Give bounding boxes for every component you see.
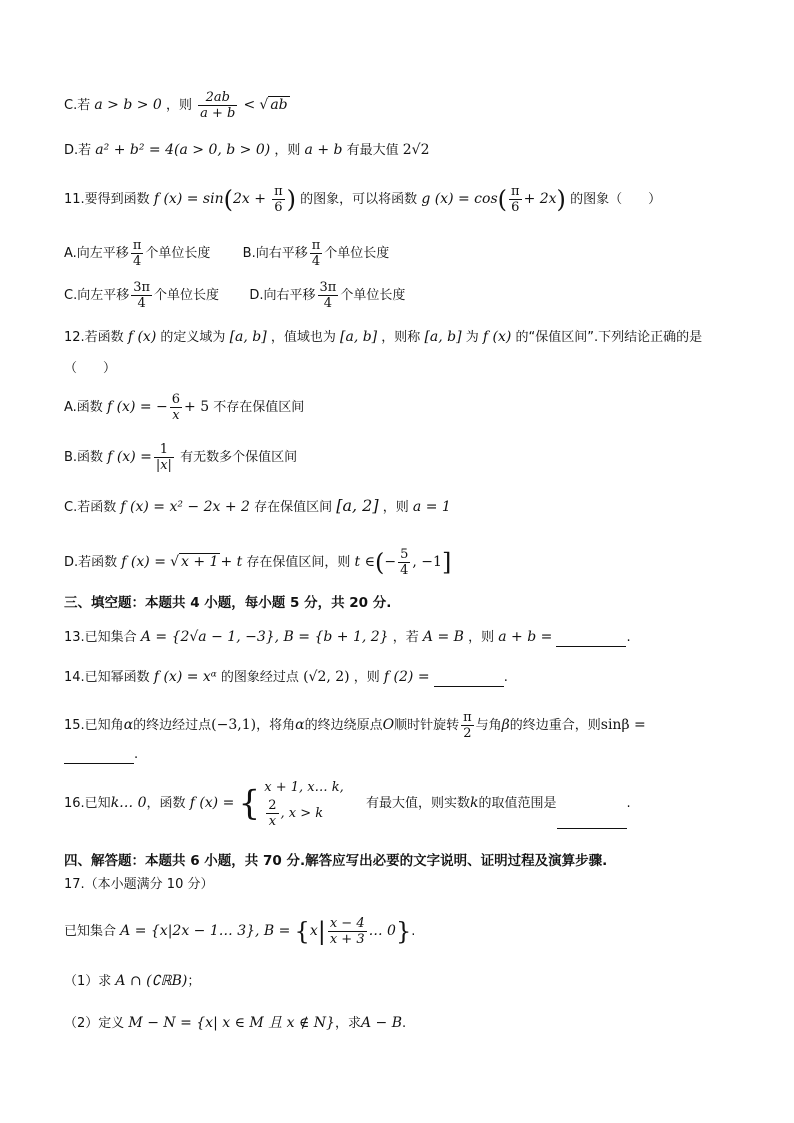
math: A = {x|2x − 1… 3} <box>120 923 256 939</box>
label: C.若 <box>64 98 91 113</box>
math: (√2, 2) <box>303 669 350 685</box>
math: f (x) <box>127 329 157 345</box>
math: , −1 <box>412 554 442 570</box>
text: . <box>134 747 139 762</box>
math: k… 0 <box>110 795 147 811</box>
math: t ∈ <box>354 554 375 570</box>
label: A.函数 <box>64 400 103 415</box>
label: B.函数 <box>64 450 104 465</box>
section-3-heading: 三、填空题：本题共 4 小题，每小题 5 分，共 20 分. <box>64 595 392 611</box>
text: 个单位长度 <box>324 246 390 261</box>
math: [a, b] <box>424 329 462 345</box>
q15-blank-line <box>64 746 138 764</box>
math: a + b <box>304 142 343 158</box>
math: (−3,1) <box>211 717 257 733</box>
q17-part-2 <box>64 1014 406 1033</box>
text: ，则 <box>468 630 495 645</box>
q12-paren <box>64 360 116 378</box>
answer-blank[interactable] <box>434 672 504 687</box>
math: f (x) = sin <box>153 191 224 207</box>
text: ，求 <box>334 1016 361 1031</box>
q17-part-1 <box>64 972 200 991</box>
text: 的终边重合，则 <box>509 718 601 733</box>
text: . <box>402 1016 407 1031</box>
text: ，将角 <box>256 718 296 733</box>
fraction: $\frac{\pi}{6}$ <box>274 184 283 215</box>
math: f (x) <box>482 329 512 345</box>
math: < <box>243 97 256 113</box>
math: k <box>470 795 479 811</box>
math: + 2x <box>523 191 557 207</box>
fraction: $\frac{\pi}{4}$ <box>132 238 142 269</box>
text: ，则 <box>274 143 301 158</box>
text: 的终边绕原点 <box>304 718 383 733</box>
text: ，则称 <box>381 330 421 345</box>
fraction: $\frac{2ab}{a + b}$ <box>200 90 236 121</box>
math: … 0 <box>368 923 396 939</box>
label: C.向左平移 <box>64 288 130 303</box>
fraction: $\frac{x - 4}{x + 3}$ <box>329 916 365 947</box>
math: f (2) = <box>383 669 430 685</box>
section-4-heading: 四、解答题：本题共 6 小题，共 70 分.解答应写出必要的文字说明、证明过程及演算步骤. <box>64 853 608 869</box>
text: 存在保值区间，则 <box>246 555 351 570</box>
text: ； <box>187 974 201 989</box>
math: + t <box>220 554 243 570</box>
text: 不存在保值区间 <box>213 400 305 415</box>
math: 2√2 <box>402 142 430 158</box>
fraction: $\frac{1}{|x|}$ <box>155 442 172 473</box>
text: 12.若函数 <box>64 330 124 345</box>
q13 <box>64 628 631 647</box>
text: 14.已知幂函数 <box>64 670 150 685</box>
q12-option-c <box>64 497 451 517</box>
q17-stem: 已知集合 A = {x|2x − 1… 3}, B = {x| $\frac{x - 4}{x + 3}$ … 0}. <box>64 916 416 947</box>
text: 个单位长度 <box>145 246 211 261</box>
math: a > b > 0 <box>94 97 162 113</box>
text: ，则 <box>165 98 192 113</box>
fraction: $\frac{5}{4}$ <box>400 547 409 578</box>
math: α <box>123 717 134 733</box>
math: A = {2√a − 1, −3} <box>140 629 275 645</box>
math: O <box>382 717 395 733</box>
q10-option-d <box>64 141 430 160</box>
fraction: $\frac{\pi}{4}$ <box>311 238 321 269</box>
math: a + b = <box>498 629 553 645</box>
math: [a, b] <box>340 329 378 345</box>
text: 的图象，可以将函数 <box>300 192 418 207</box>
fraction: $\frac{6}{x}$ <box>171 392 181 423</box>
text: 的取值范围是 <box>478 796 557 811</box>
answer-blank[interactable] <box>64 749 134 764</box>
answer-blank[interactable] <box>557 814 627 829</box>
math: f (x) = x² − 2x + 2 <box>120 499 250 515</box>
math: a² + b² = 4(a > 0, b > 0) <box>95 142 271 158</box>
math: A − B <box>360 1015 402 1031</box>
fraction: $\frac{3\pi}{4}$ <box>319 280 337 311</box>
text: 个单位长度 <box>340 288 406 303</box>
q15 <box>64 710 646 741</box>
label: B.向右平移 <box>242 246 308 261</box>
q14 <box>64 668 508 687</box>
text: ，则 <box>382 500 409 515</box>
answer-blank: （ ） <box>64 361 117 376</box>
q16: 16.已知k… 0，函数 f (x) = { x + 1, x… k, $\frac{2}{x}$ , x > k 有最大值，则实数k的取值范围是 . <box>64 780 631 829</box>
math: [a, 2] <box>336 496 379 515</box>
label: C.若函数 <box>64 500 117 515</box>
math: , B = {b + 1, 2} <box>274 629 389 645</box>
q12-option-b <box>64 442 297 473</box>
text: . <box>626 630 631 645</box>
math: g (x) = cos <box>421 191 498 207</box>
math: 2x + <box>232 191 266 207</box>
math: sinβ = <box>600 717 646 733</box>
text: . <box>503 670 508 685</box>
piecewise <box>264 778 344 829</box>
text: 已知集合 <box>64 924 117 939</box>
text: 的定义域为 <box>160 330 226 345</box>
text: 16.已知 <box>64 796 111 811</box>
q11-stem: 11.要得到函数 f (x) = sin(2x + $\frac{\pi}{6}$ ) 的图象，可以将函数 g (x) = cos( $\frac{\pi}{6}$ + 2x) 的图象（ ） <box>64 184 662 215</box>
label: A.向左平移 <box>64 246 129 261</box>
text: 为 <box>465 330 479 345</box>
text: 13.已知集合 <box>64 630 137 645</box>
math: x <box>309 923 318 939</box>
math: M − N = {x| x ∈ M 且 x ∉ N} <box>128 1015 335 1031</box>
math: [a, b] <box>229 329 267 345</box>
q11-options-ab <box>64 238 389 269</box>
text: 的图象（ ） <box>570 192 662 207</box>
text: . <box>411 924 416 939</box>
math: α <box>295 717 305 733</box>
answer-blank[interactable] <box>556 632 626 647</box>
q12-option-d: D.若函数 f (x) = √ x + 1 + t 存在保值区间，则 t ∈(− $\frac{5}{4}$ , −1] <box>64 547 452 578</box>
math: f (x) = <box>121 554 166 570</box>
math: + 5 <box>184 399 210 415</box>
label: （1）求 <box>64 974 112 989</box>
text: ，值域也为 <box>270 330 336 345</box>
label: D.若 <box>64 143 92 158</box>
q11-options-cd <box>64 280 405 311</box>
q12-option-a <box>64 392 304 423</box>
text: 的图象经过点 <box>220 670 299 685</box>
math: A = B <box>422 629 464 645</box>
label: D.若函数 <box>64 555 118 570</box>
sqrt: √ ab <box>259 97 288 113</box>
q12-stem <box>64 328 702 347</box>
text: 有最大值，则实数 <box>366 796 471 811</box>
fraction: $\frac{3\pi}{4}$ <box>133 280 151 311</box>
sqrt: √ x + 1 <box>170 554 219 570</box>
fraction: $\frac{2}{x}$ <box>268 798 277 829</box>
piece-row: x + 1, x… k, <box>264 780 344 795</box>
q17-title: 17.（本小题满分 10 分） <box>64 877 214 892</box>
fraction: $\frac{\pi}{2}$ <box>463 710 472 741</box>
text: 的终边经过点 <box>133 718 212 733</box>
text: . <box>626 796 631 811</box>
math: f (x) = xᵅ <box>153 669 217 685</box>
q10-option-c <box>64 90 290 121</box>
math: β <box>501 717 510 733</box>
text: 存在保值区间 <box>254 500 333 515</box>
text: ，若 <box>392 630 419 645</box>
math: f (x) = <box>107 449 152 465</box>
math: , B = <box>255 923 291 939</box>
text: ，则 <box>353 670 380 685</box>
fraction: $\frac{\pi}{6}$ <box>511 184 520 215</box>
math: f (x) = − <box>106 399 168 415</box>
label: D.向右平移 <box>249 288 316 303</box>
label: （2）定义 <box>64 1016 125 1031</box>
text: 11.要得到函数 <box>64 192 150 207</box>
text: 15.已知角 <box>64 718 124 733</box>
text: 与角 <box>475 718 502 733</box>
text: 有最大值 <box>346 143 399 158</box>
text: ，函数 <box>146 796 186 811</box>
text: 的“保值区间”.下列结论正确的是 <box>515 330 703 345</box>
text: 个单位长度 <box>154 288 220 303</box>
math: f (x) = <box>189 795 235 811</box>
math: a = 1 <box>412 499 451 515</box>
math: A ∩ (∁ℝB) <box>115 973 188 989</box>
piece-row: $\frac{2}{x}$ , x > k <box>268 798 324 829</box>
text: 有无数多个保值区间 <box>180 450 298 465</box>
text: 顺时针旋转 <box>394 718 460 733</box>
